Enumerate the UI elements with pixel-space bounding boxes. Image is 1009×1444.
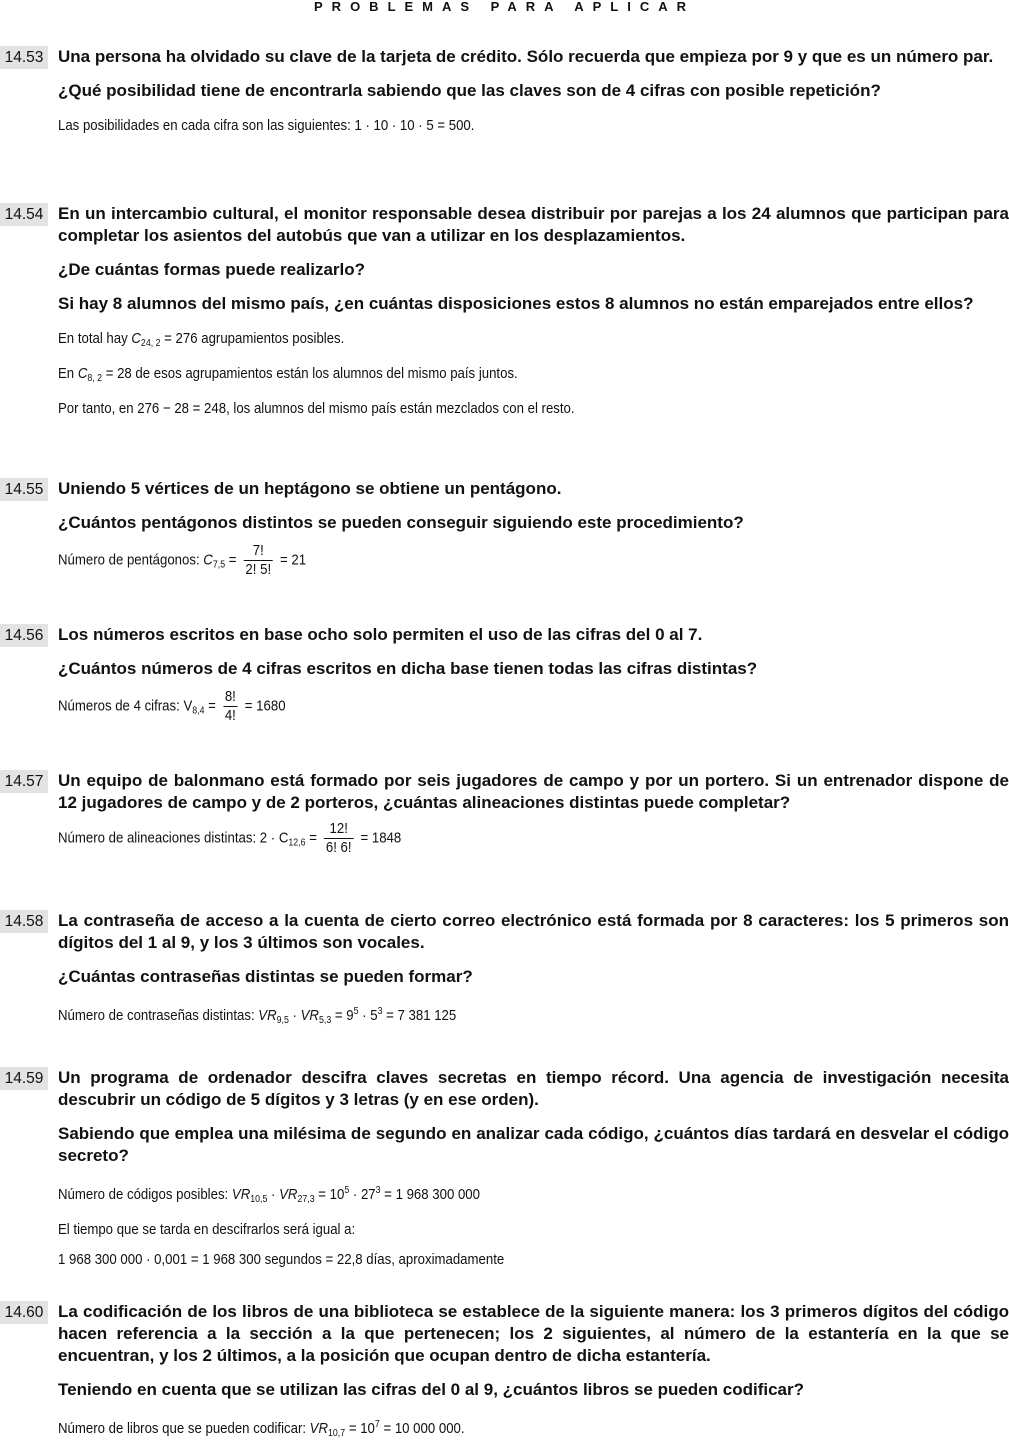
- question-text: La contraseña de acceso a la cuenta de cierto correo electrónico está formada por 8 caracteres: los 5 primeros son dígitos del 1 al 9, y los 3 últimos son vocales.: [58, 911, 1009, 952]
- problem-14-55: [0, 478, 1009, 579]
- answer-text: Las posibilidades en cada cifra son las siguientes: 1 · 10 · 10 · 5 = 500.: [58, 117, 475, 134]
- problem-14-60: [0, 1301, 1009, 1444]
- question-text: ¿Cuántas contraseñas distintas se pueden formar?: [58, 967, 473, 986]
- fraction: $\frac{12!}{6! 6!}$: [325, 820, 352, 856]
- question-text: ¿Cuántos pentágonos distintos se pueden conseguir siguiendo este procedimiento?: [58, 513, 744, 532]
- question-text: Un equipo de balonmano está formado por seis jugadores de campo y por un portero. Si un entrenador dispone de 12 jugadores de campo y de 2 porteros, ¿cuántas alineaciones distintas puede completar?: [58, 771, 1009, 812]
- answer-formula: Número de contraseñas distintas: $VR_{9,5} \cdot VR_{5,3} = 9^5 \cdot 5^3 = 7$ 381 125: [58, 1006, 457, 1026]
- problem-14-57: [0, 770, 1009, 857]
- question-text: ¿De cuántas formas puede realizarlo?: [58, 260, 366, 279]
- fraction: $\frac{8!}{4!}$: [224, 688, 236, 724]
- answer-text: En $C_{8, 2} = 28$ de esos agrupamientos están los alumnos del mismo país juntos.: [58, 365, 518, 384]
- question-text: La codificación de los libros de una biblioteca se establece de la siguiente manera: los 3 primeros dígitos del código hacen referencia a la sección a la que pertenecen; los 2 siguientes, al número de la estantería en la que se encuentran, y los 2 últimos, a la posición que ocupan dentro de dicha estantería.: [58, 1302, 1009, 1365]
- problem-number: 14.59: [0, 1067, 48, 1090]
- page-header: PROBLEMAS PARA APLICAR: [314, 0, 695, 14]
- problem-number: 14.57: [0, 770, 48, 793]
- answer-text: 1 968 300 000 · 0,001 = 1 968 300 segundos = 22,8 días, aproximadamente: [58, 1251, 505, 1268]
- answer-formula: Números de 4 cifras: $V_{8,4}$ = $\frac{8!}{4!}$ = 1680: [58, 688, 286, 724]
- problem-14-58: [0, 910, 1009, 1031]
- question-text: En un intercambio cultural, el monitor responsable desea distribuir por parejas a los 24 alumnos que participan para completar los asientos del autobús que van a utilizar en los desplazamientos.: [58, 204, 1009, 245]
- problem-14-59: [0, 1067, 1009, 1270]
- fraction: $\frac{7!}{2! 5!}$: [245, 542, 272, 578]
- answer-formula: Número de alineaciones distintas: $2 \cdot C_{12,6}$ = $\frac{12!}{6! 6!}$ = 1848: [58, 820, 402, 856]
- question-text: Un programa de ordenador descifra claves secretas en tiempo récord. Una agencia de investigación necesita descubrir un código de 5 dígitos y 3 letras (y en ese orden).: [58, 1068, 1009, 1109]
- problem-number: 14.53: [0, 46, 48, 69]
- answer-formula: Número de códigos posibles: $VR_{10,5} \cdot VR_{27,3} = 10^5 \cdot 27^3 = 1$ 968 300 000: [58, 1185, 480, 1205]
- answer-text: El tiempo que se tarda en descifrarlos será igual a:: [58, 1221, 356, 1238]
- problem-number: 14.60: [0, 1301, 48, 1324]
- question-text: ¿Cuántos números de 4 cifras escritos en dicha base tienen todas las cifras distintas?: [58, 659, 758, 678]
- problem-number: 14.55: [0, 478, 48, 501]
- question-text: Una persona ha olvidado su clave de la tarjeta de crédito. Sólo recuerda que empieza por 9 y que es un número par.: [58, 47, 994, 66]
- answer-text: Por tanto, en 276 − 28 = 248, los alumnos del mismo país están mezclados con el resto.: [58, 400, 575, 417]
- question-text: ¿Qué posibilidad tiene de encontrarla sabiendo que las claves son de 4 cifras con posible repetición?: [58, 81, 881, 100]
- problem-number: 14.58: [0, 910, 48, 933]
- problem-number: 14.54: [0, 203, 48, 226]
- question-text: Sabiendo que emplea una milésima de segundo en analizar cada código, ¿cuántos días tardará en desvelar el código secreto?: [58, 1124, 1009, 1165]
- question-text: Si hay 8 alumnos del mismo país, ¿en cuántas disposiciones estos 8 alumnos no están emparejados entre ellos?: [58, 294, 974, 313]
- question-text: Teniendo en cuenta que se utilizan las cifras del 0 al 9, ¿cuántos libros se pueden codificar?: [58, 1380, 804, 1399]
- problem-14-54: [0, 203, 1009, 419]
- problem-14-56: [0, 624, 1009, 725]
- question-text: Los números escritos en base ocho solo permiten el uso de las cifras del 0 al 7.: [58, 625, 703, 644]
- problem-number: 14.56: [0, 624, 48, 647]
- answer-text: En total hay $C_{24, 2} = 276$ agrupamientos posibles.: [58, 330, 345, 349]
- problem-14-53: [0, 46, 1009, 136]
- question-text: Uniendo 5 vértices de un heptágono se obtiene un pentágono.: [58, 479, 562, 498]
- answer-formula: Número de libros que se pueden codificar: $VR_{10,7} = 10^7 = 10$ 000 000.: [58, 1419, 465, 1439]
- answer-formula: Número de pentágonos: $C_{7,5}$ = $\frac{7!}{2! 5!}$ = 21: [58, 542, 307, 578]
